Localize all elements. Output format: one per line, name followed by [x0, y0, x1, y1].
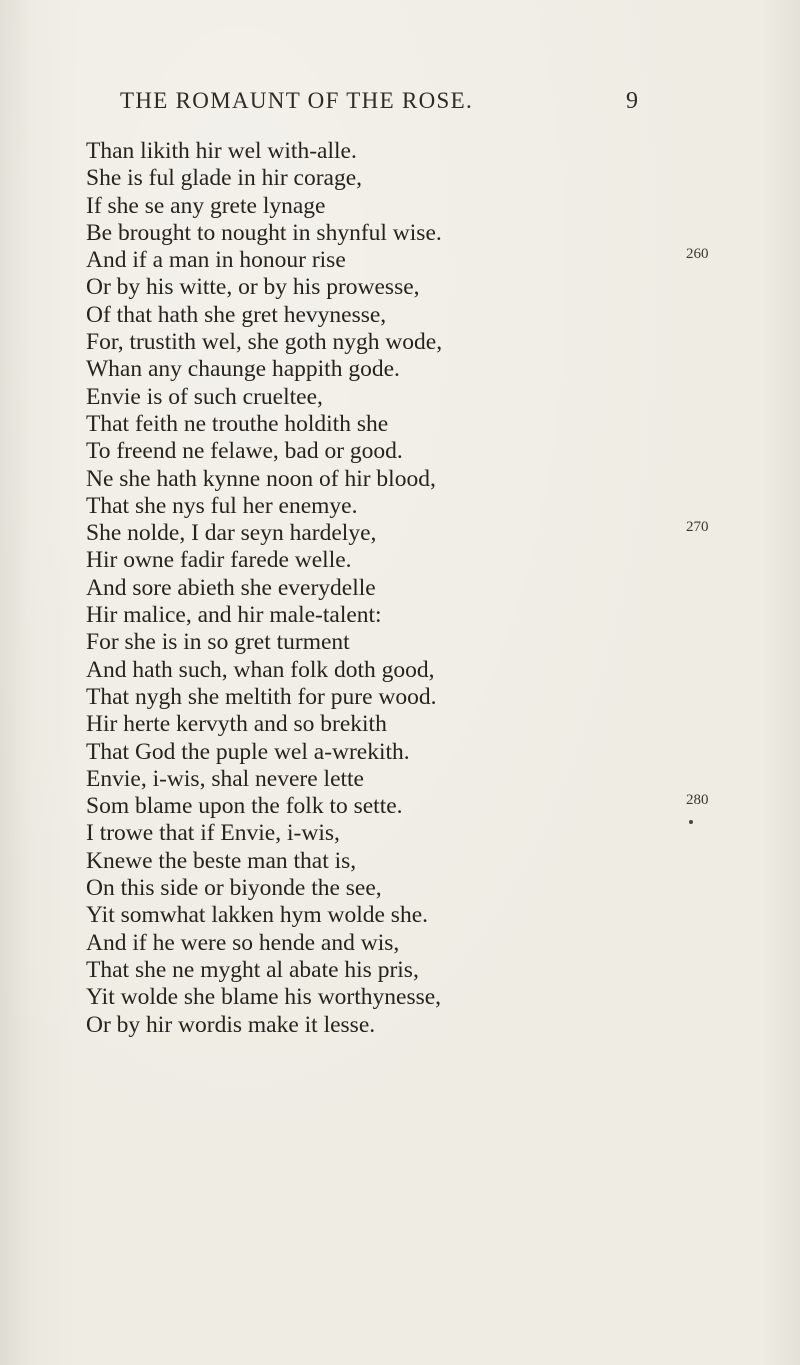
line-number: 280 [686, 792, 709, 808]
poem-line: She nolde, I dar seyn hardelye, [86, 520, 377, 547]
page-header [120, 88, 640, 124]
poem-line: Yit somwhat lakken hym wolde she. [86, 902, 429, 929]
poem-text [86, 138, 666, 1039]
poem-line: Hir malice, and hir male-talent: [86, 602, 382, 629]
poem-line: Or by his witte, or by his prowesse, [86, 274, 420, 301]
poem-line: Envie is of such crueltee, [86, 383, 323, 410]
poem-line: Envie, i-wis, shal nevere lette [86, 765, 364, 792]
line-number: 260 [686, 246, 709, 262]
poem-line: That she nys ful her enemye. [86, 492, 358, 519]
poem-line: Knewe the beste man that is, [86, 847, 357, 874]
line-number: 270 [686, 519, 709, 535]
poem-line: For, trustith wel, she goth nygh wode, [86, 329, 443, 356]
poem-line: Yit wolde she blame his worthynesse, [86, 984, 442, 1011]
poem-line: And sore abieth she everydelle [86, 574, 376, 601]
margin-speck [689, 820, 693, 824]
poem-line: Be brought to nought in shynful wise. [86, 219, 442, 246]
poem-line: That she ne myght al abate his pris, [86, 956, 419, 983]
poem-line: Whan any chaunge happith gode. [86, 356, 400, 383]
poem-line: For she is in so gret turment [86, 629, 350, 656]
poem-line: I trowe that if Envie, i-wis, [86, 820, 340, 847]
poem-line: Som blame upon the folk to sette. [86, 793, 403, 820]
poem-line: That nygh she meltith for pure wood. [86, 683, 437, 710]
poem-line: Ne she hath kynne noon of hir blood, [86, 465, 436, 492]
running-title: THE ROMAUNT OF THE ROSE. [120, 88, 474, 113]
poem-line: To freend ne felawe, bad or good. [86, 438, 403, 465]
poem-line: She is ful glade in hir corage, [86, 165, 363, 192]
poem-line: That feith ne trouthe holdith she [86, 410, 389, 437]
poem-line: Hir owne fadir farede welle. [86, 547, 352, 574]
poem-line: Of that hath she gret hevynesse, [86, 301, 387, 328]
poem-line: That God the puple wel a-wrekith. [86, 738, 410, 765]
poem-line: Hir herte kervyth and so brekith [86, 711, 387, 738]
poem-line: If she se any grete lynage [86, 192, 326, 219]
poem-line: And hath such, whan folk doth good, [86, 656, 435, 683]
poem-line: Than likith hir wel with-alle. [86, 138, 357, 164]
poem-line: Or by hir wordis make it lesse. [86, 1011, 376, 1038]
poem-line: And if he were so hende and wis, [86, 929, 400, 956]
page-number: 9 [626, 88, 638, 114]
poem-line: And if a man in honour rise [86, 247, 346, 274]
poem-line: On this side or biyonde the see, [86, 875, 382, 902]
